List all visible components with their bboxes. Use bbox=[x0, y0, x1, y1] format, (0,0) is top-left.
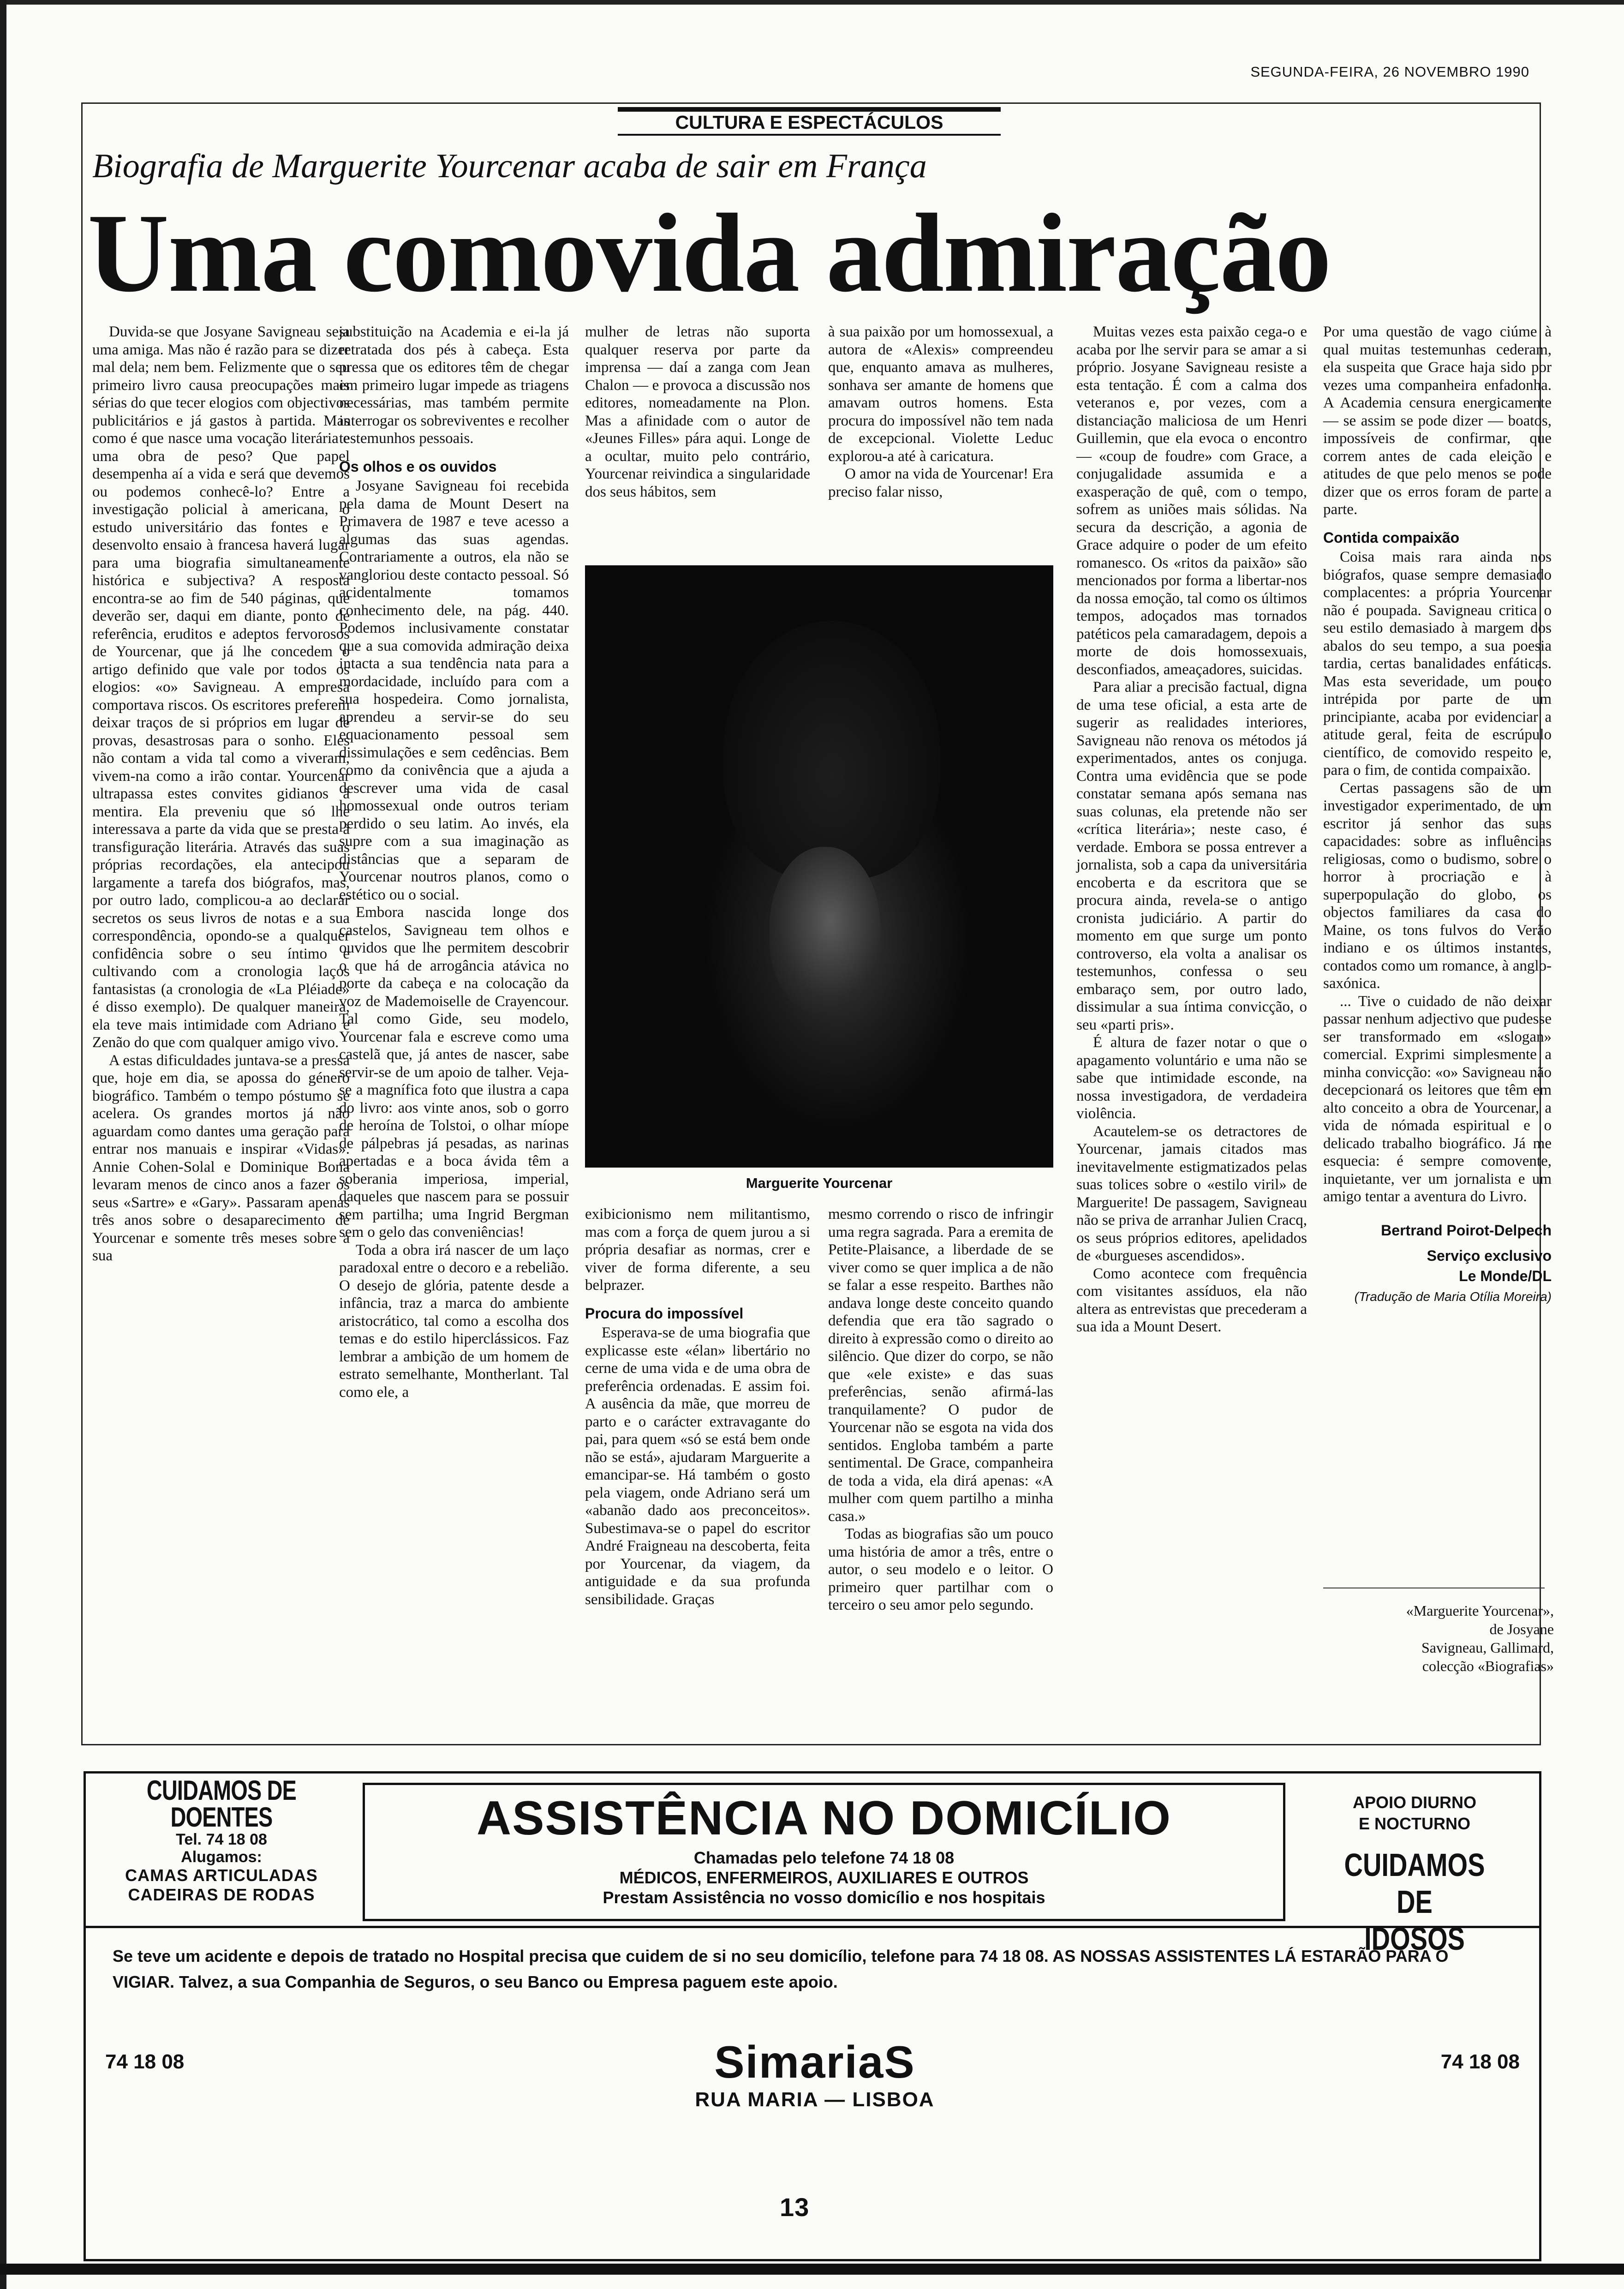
paragraph: substituição na Academia e ei-la já retratada dos pés à cabeça. Esta pressa que os editores têm de chegar em primeiro lugar impede as triagens necessárias, mas também permite interrogar os sobreviventes e recolher testemunhos pessoais. bbox=[339, 324, 569, 447]
paragraph: exibicionismo nem militantismo, mas com a força de quem jurou a si própria desafiar as normas, crer e viver de forma diferente, a seu belprazer. bbox=[585, 1206, 810, 1294]
ad-right-small: E NOCTURNO bbox=[1359, 1814, 1470, 1833]
ad-left-item: CAMAS ARTICULADAS bbox=[125, 1866, 318, 1885]
ad-brand-address: RUA MARIA — LISBOA bbox=[695, 2088, 935, 2111]
paragraph: Esperava-se de uma biografia que explicasse este «élan» libertário no cerne de uma vida e de uma obra de preferência ordenadas. E assim foi. A ausência da mãe, que morreu de parto e o carácter extravagante do pai, para quem «só se está bem onde não se está», ajudaram Marguerite a emancipar-se. Há também o gosto pela viagem, onde Adriano será um «abanão dado aos preconceitos». Subestimava-se o papel do escritor André Fraigneau na descoberta, feita por Yourcenar, da viagem, da antiguidade e da sua profunda sensibilidade. Graças bbox=[585, 1324, 810, 1608]
photo-hair-shape bbox=[723, 621, 940, 879]
ad-left-title-2: DOENTES bbox=[170, 1802, 273, 1833]
ad-phone-right: 74 18 08 bbox=[1440, 2050, 1520, 2073]
book-collection: colecção «Biografias» bbox=[1422, 1658, 1554, 1674]
scan-edge-top bbox=[0, 0, 1624, 5]
ad-body-text: Se teve um acidente e depois de tratado no Hospital precisa que cuidem de si no seu domicílio, telefone para 74 18 08. AS NOSSAS ASSISTENTES LÁ ESTARÃO PARA O VIGIAR. Talvez, a sua Companhia de Seguros, o seu Banco ou Empresa paguem este apoio. bbox=[113, 1947, 1449, 1991]
book-publisher: Savigneau, Gallimard, bbox=[1421, 1639, 1554, 1656]
ad-right-title-2: IDOSOS bbox=[1364, 1921, 1465, 1957]
book-author: de Josyane bbox=[1489, 1621, 1554, 1637]
author-photo bbox=[585, 565, 1053, 1168]
ad-left-item: CADEIRAS DE RODAS bbox=[128, 1885, 315, 1904]
translation-credit: (Tradução de Maria Otília Moreira) bbox=[1354, 1289, 1552, 1304]
article-column-4-top bbox=[828, 323, 1053, 501]
article-column-3-top bbox=[585, 323, 810, 501]
paragraph: à sua paixão por um homossexual, a autora de «Alexis» compreendeu que, enquanto amava as mulheres, sonhava ser amante de homens que amavam outros homens. Esta procura do impossível não tem nada de excepcional. Violette Leduc explorou-a até à caricatura. bbox=[828, 324, 1053, 465]
service-source: Le Monde/DL bbox=[1459, 1268, 1552, 1284]
paragraph: Certas passagens são de um investigador experimentado, de um escritor já senhor das suas capacidades: sobre as influências religiosas, como o budismo, sobre o horror à procriação e à superpopulação do globo, os objectos familiares da casa do Maine, os tons fulvos do Verão indiano e os últimos instantes, contados como um romance, à anglo-saxónica. bbox=[1323, 779, 1552, 992]
paragraph: O amor na vida de Yourcenar! Era preciso falar nisso, bbox=[828, 466, 1053, 500]
paragraph: Duvida-se que Josyane Savigneau seja uma amiga. Mas não é razão para se dizer mal dela; nem bem. Felizmente que o seu primeiro livro causa preocupações mais sérias do que tecer elogios com objectivos publicitários e já gastos à partida. Mas como é que nasce uma vocação literária e uma obra de peso? Que papel desempenha aí a vida e será que devemos ou podemos conhecê-lo? Entre a investigação policial à americana, o estudo universitário das fontes e o desenvolto ensaio à francesa haverá lugar para uma biografia simultaneamente histórica e subjectiva? A resposta encontra-se ao fim de 540 páginas, que deverão ser, daqui em diante, ponto de referência, eruditos e adeptos fervorosos de Yourcenar, que já lhe concedem o artigo definido que vale por todos os elogios: «o» Savigneau. A empresa comportava riscos. Os escritores preferem deixar traços de si próprios em lugar de provas, desastrosas para o sonho. Eles não contam a vida tal como a viveram, vivem-na como a irão contar. Yourcenar ultrapassa estes convites gidianos à mentira. Ela preveniu que só lhe interessava a parte da vida que se presta à transfiguração literária. Através das suas próprias recordações, ela antecipou largamente a tarefa dos biógrafos, mas, por outro lado, complicou-a ao declarar secretos os seus livros de notas e a sua correspondência, opondo-se a qualquer confidência sobre o seu íntimo e cultivando com a cronologia laços fantasistas (a cronologia de «La Pléiade» é disso exemplo). De qualquer maneira, ela teve mais intimidade com Adriano e Zenão do que com qualquer amigo vivo. bbox=[92, 324, 350, 1051]
book-info bbox=[1323, 1601, 1554, 1675]
book-title: «Marguerite Yourcenar», bbox=[1406, 1602, 1554, 1619]
paragraph: ... Tive o cuidado de não deixar passar nenhum adjectivo que pudesse ser transformado em «slogan» comercial. Exprimi simplesmente a minha convicção: «o» Savigneau não decepcionará os leitores que têm em alto conceito a obra de Yourcenar, a vida de nómada espiritual e o delicado trabalho biográfico. Já me esquecia: é sempre comovente, inquietante, ver um jornalista e um amigo tentar a aventura do Livro. bbox=[1323, 993, 1552, 1205]
paragraph: Por uma questão de vago ciúme à qual muitas testemunhas cederam, ela suspeita que Grace haja sido por vezes uma companheira enfadonha. A Academia censura energicamente — se assim se pode dizer — boatos, impossíveis de confirmar, que correm antes de cada eleição e atitudes de que pelo menos se pode dizer que os erros foram de parte a parte. bbox=[1323, 324, 1552, 518]
ad-center-line: MÉDICOS, ENFERMEIROS, AUXILIARES E OUTROS bbox=[619, 1868, 1029, 1887]
article-kicker: Biografia de Marguerite Yourcenar acaba de sair em França bbox=[92, 147, 927, 185]
paragraph: Coisa mais rara ainda nos biógrafos, quase sempre demasiado complacentes: a própria Yourcenar não é poupada. Savigneau critica o seu estilo demasiado à margem dos abalos do seu tempo, a sua poesia tardia, certas banalidades enfáticas. Mas esta severidade, um pouco intrépida por parte de um principiante, acaba por evidenciar a atitude geral, feita de escrúpulo científico, de comovido respeito e, para o fim, de contida compaixão. bbox=[1323, 549, 1552, 779]
ad-left-block bbox=[92, 1777, 351, 1905]
ad-brand-block bbox=[616, 2037, 1013, 2112]
ad-left-title: CUIDAMOS DE bbox=[146, 1775, 297, 1806]
ad-top-band bbox=[86, 1774, 1539, 1957]
paragraph: mulher de letras não suporta qualquer reserva por parte da imprensa — daí a zanga com Jean Chalon — e provoca a discussão nos editores, nomeadamente na Plon. Mas a afinidade com o autor de «Jeunes Filles» pára aqui. Longe de a ocultar, muito pelo contrário, Yourcenar reivindica a singularidade dos seus hábitos, sem bbox=[585, 324, 810, 500]
paragraph: Toda a obra irá nascer de um laço paradoxal entre o decoro e a rebelião. O desejo de glória, patente desde a infância, traz a marca do ambiente aristocrático, tal como a escolha dos temas e do estilo hiperclássicos. Faz lembrar a ambição de um homem de estrato semelhante, Montherlant. Tal como ele, a bbox=[339, 1241, 569, 1401]
article-column-3-bottom bbox=[585, 1205, 810, 1608]
ad-phone-left: 74 18 08 bbox=[105, 2050, 185, 2073]
ad-right-block bbox=[1304, 1792, 1525, 1957]
article-column-1 bbox=[92, 323, 350, 1265]
ad-center-line: Chamadas pelo telefone 74 18 08 bbox=[693, 1848, 955, 1867]
paragraph: A estas dificuldades juntava-se a pressa que, hoje em dia, se apossa do género biográfico. Também o tempo póstumo se acelera. Os grandes mortos já não aguardam como dantes uma geração para entrar nos manuais e inspirar «Vidas». Annie Cohen-Solal e Dominique Bona levaram menos de cinco anos a fazer os seus «Sartre» e «Gary». Passaram apenas três anos sobre o desaparecimento de Yourcenar e somente três meses sobre a sua bbox=[92, 1052, 350, 1264]
ad-center-line: Prestam Assistência no vosso domicílio e nos hospitais bbox=[603, 1888, 1045, 1907]
paragraph: Embora nascida longe dos castelos, Savigneau tem olhos e ouvidos que lhe permitem descobrir o que há de arrogância atávica no porte da cabeça e na colocação da voz de Mademoiselle de Crayencour. Tal como Gide, seu modelo, Yourcenar fala e escreve como uma castelã que, já antes de nascer, sabe servir-se de um apoio de talher. Veja-se a magnífica foto que ilustra a capa do livro: aos vinte anos, sob o gorro de heroína de Tolstoi, o olhar míope de pálpebras já pesadas, as narinas apertadas e a boca ávida têm a soberania imperiosa, imperial, daqueles que nascem para se possuir sem partilha; uma Ingrid Bergman sem o gelo das conveniências! bbox=[339, 904, 569, 1240]
article-column-2 bbox=[339, 323, 569, 1401]
paragraph: mesmo correndo o risco de infringir uma regra sagrada. Para a eremita de Petite-Plaisance, a liberdade de se viver como se quer implica a de não se falar a esse respeito. Barthes não andava longe deste conceito quando defendia que era tão sagrado o direito à expressão como o direito ao silêncio. Que dizer do corpo, se não que «ele existe» e das suas preferências, senão afirmá-las tranquilamente? O pudor de Yourcenar não se esgota na vida dos sentidos. Engloba também a parte sentimental. De Grace, companheira de toda a vida, ela dirá apenas: «A mulher com quem partilho a minha casa.» bbox=[828, 1206, 1053, 1525]
dateline: SEGUNDA-FEIRA, 26 NOVEMBRO 1990 bbox=[1250, 64, 1529, 80]
paragraph: Todas as biografias são um pouco uma história de amor a três, entre o autor, o seu modelo e o leitor. O primeiro quer partilhar com o terceiro o seu amor pelo segundo. bbox=[828, 1526, 1053, 1613]
scan-edge-bottom bbox=[0, 2264, 1624, 2275]
paragraph: Josyane Savigneau foi recebida pela dama de Mount Desert na Primavera de 1987 e teve acesso a algumas das suas agendas. Contrariamente a outros, ela não se vangloriou deste contacto pessoal. Só acidentalmente tomamos conhecimento dele, na pág. 440. Podemos inclusivamente constatar que a sua comovida admiração deixa intacta a sua tendência nata para a mordacidade, incluído para com a sua hospedeira. Como jornalista, aprendeu a servir-se do seu equacionamento pessoal sem dissimulações e sem cedências. Bem como da conivência que a ajuda a descrever uma vida de casal homossexual onde outros teriam perdido o seu latim. Ao invés, ela supre com a sua imaginação as distâncias que a separam de Yourcenar noutros planos, como o estético ou o social. bbox=[339, 478, 569, 903]
subheading: Contida compaixão bbox=[1323, 529, 1460, 546]
article-column-4-bottom bbox=[828, 1205, 1053, 1614]
paragraph: Para aliar a precisão factual, digna de uma tese oficial, a esta arte de sugerir as realidades interiores, Savigneau não renova os métodos já experimentados, antes os conjuga. Contra uma evidência que se pode constatar semana após semana nas suas colunas, ela pretende não ser «crítica literária»; neste caso, é verdade. Embora se possa entrever a jornalista, sob a capa da universitária encoberta e da escritora que se procura ainda, revela-se o antigo cronista judiciário. A partir do momento em que surge um ponto controverso, ela volta a analisar os testemunhos, confessa o seu embaraço sem, por outro lado, dissimular a sua íntima convicção, o seu «parti pris». bbox=[1076, 679, 1307, 1033]
service-credit bbox=[1323, 1246, 1552, 1286]
advertisement bbox=[84, 1771, 1541, 2261]
ad-brand-name: SimariaS bbox=[714, 2037, 915, 2087]
ad-center-block bbox=[363, 1783, 1285, 1921]
article-column-6 bbox=[1323, 323, 1552, 1305]
article-headline: Uma comovida admiração bbox=[88, 191, 1331, 315]
photo-face-shape bbox=[770, 847, 880, 1013]
ad-title: ASSISTÊNCIA NO DOMICÍLIO bbox=[477, 1792, 1171, 1845]
author-byline: Bertrand Poirot-Delpech bbox=[1381, 1222, 1552, 1239]
paragraph: Como acontece com frequência com visitantes assíduos, ela não altera as entrevistas que precederam a sua ida a Mount Desert. bbox=[1076, 1265, 1307, 1335]
paragraph: Muitas vezes esta paixão cega-o e acaba por lhe servir para se amar a si próprio. Josyane Savigneau resiste a esta tentação. É com a calma dos veteranos e, por vezes, com a distanciação maliciosa de um Henri Guillemin, que ela evoca o encontro — «coup de foudre» com Grace, a conjugalidade assumida e a exasperação de quê, com o tempo, sofrem as uniões mais sólidas. Na secura da descrição, a agonia de Grace adquire o poder de um efeito romanesco. Os «ritos da paixão» são mencionados por forma a libertar-nos da nossa emoção, tal como os últimos tempos, adoçados mas tornados patéticos pela camaradagem, depois a morte de dois homossexuais, desconfiados, ameaçadores, suicidas. bbox=[1076, 324, 1307, 678]
ad-right-small: APOIO DIURNO bbox=[1352, 1793, 1476, 1812]
subheading: Procura do impossível bbox=[585, 1305, 744, 1322]
ad-left-phone: Tel. 74 18 08 bbox=[176, 1831, 267, 1848]
photo-caption: Marguerite Yourcenar bbox=[746, 1175, 893, 1191]
service-line: Serviço exclusivo bbox=[1427, 1247, 1552, 1264]
page-number: 13 bbox=[780, 2193, 810, 2222]
paragraph: Acautelem-se os detractores de Yourcenar, jamais citados mas inevitavelmente estigmatizados pelas suas tolices sobre o «estilo viril» de Marguerite! De passagem, Savigneau não se priva de arranhar Julien Cracq, os seus próprios editores, apelidados de «burgueses ascendidos». bbox=[1076, 1123, 1307, 1264]
ad-right-title: CUIDAMOS DE bbox=[1344, 1847, 1485, 1920]
ad-left-rent: Alugamos: bbox=[181, 1848, 262, 1866]
subheading: Os olhos e os ouvidos bbox=[339, 458, 497, 475]
article-column-5 bbox=[1076, 323, 1307, 1336]
scan-edge-left bbox=[0, 0, 6, 2289]
paragraph: É altura de fazer notar o que o apagamento voluntário e uma não se sabe que intimidade esconde, na nossa investigadora, de verdadeira violência. bbox=[1076, 1034, 1307, 1122]
section-heading: CULTURA E ESPECTÁCULOS bbox=[618, 107, 1001, 136]
